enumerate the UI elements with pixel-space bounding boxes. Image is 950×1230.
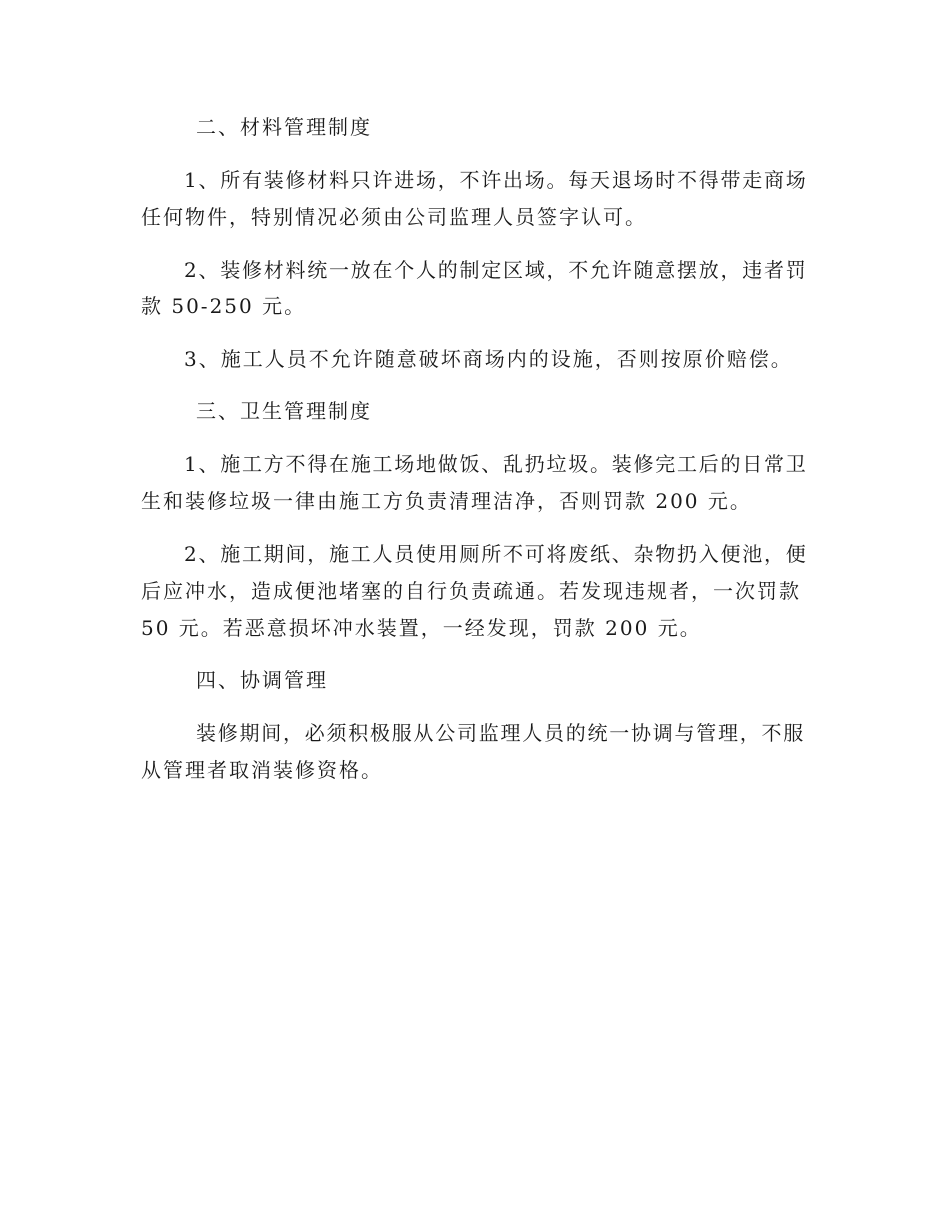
paragraph-line: 2、装修材料统一放在个人的制定区域，不允许随意摆放，违者罚 (184, 258, 808, 282)
paragraph-line: 任何物件，特别情况必须由公司监理人员签字认可。 (141, 205, 647, 229)
paragraph-line: 从管理者取消装修资格。 (141, 758, 383, 782)
paragraph-line: 2、施工期间，施工人员使用厕所不可将废纸、杂物扔入便池，便 (184, 542, 808, 566)
paragraph-line: 1、所有装修材料只许进场，不许出场。每天退场时不得带走商场 (184, 168, 808, 192)
section-heading: 三、卫生管理制度 (196, 399, 372, 423)
paragraph-line: 后应冲水，造成便池堵塞的自行负责疏通。若发现违规者，一次罚款 (141, 579, 801, 603)
paragraph-line: 款 50-250 元。 (141, 294, 307, 318)
section-heading: 四、协调管理 (196, 668, 328, 692)
section-heading: 二、材料管理制度 (196, 115, 372, 139)
paragraph-line: 3、施工人员不允许随意破坏商场内的设施，否则按原价赔偿。 (184, 347, 793, 371)
paragraph-line: 生和装修垃圾一律由施工方负责清理洁净，否则罚款 200 元。 (141, 489, 752, 513)
paragraph-line: 1、施工方不得在施工场地做饭、乱扔垃圾。装修完工后的日常卫 (184, 452, 808, 476)
paragraph-line: 装修期间，必须积极服从公司监理人员的统一协调与管理，不服 (196, 721, 805, 745)
paragraph-line: 50 元。若恶意损坏冲水装置，一经发现，罚款 200 元。 (141, 616, 702, 640)
